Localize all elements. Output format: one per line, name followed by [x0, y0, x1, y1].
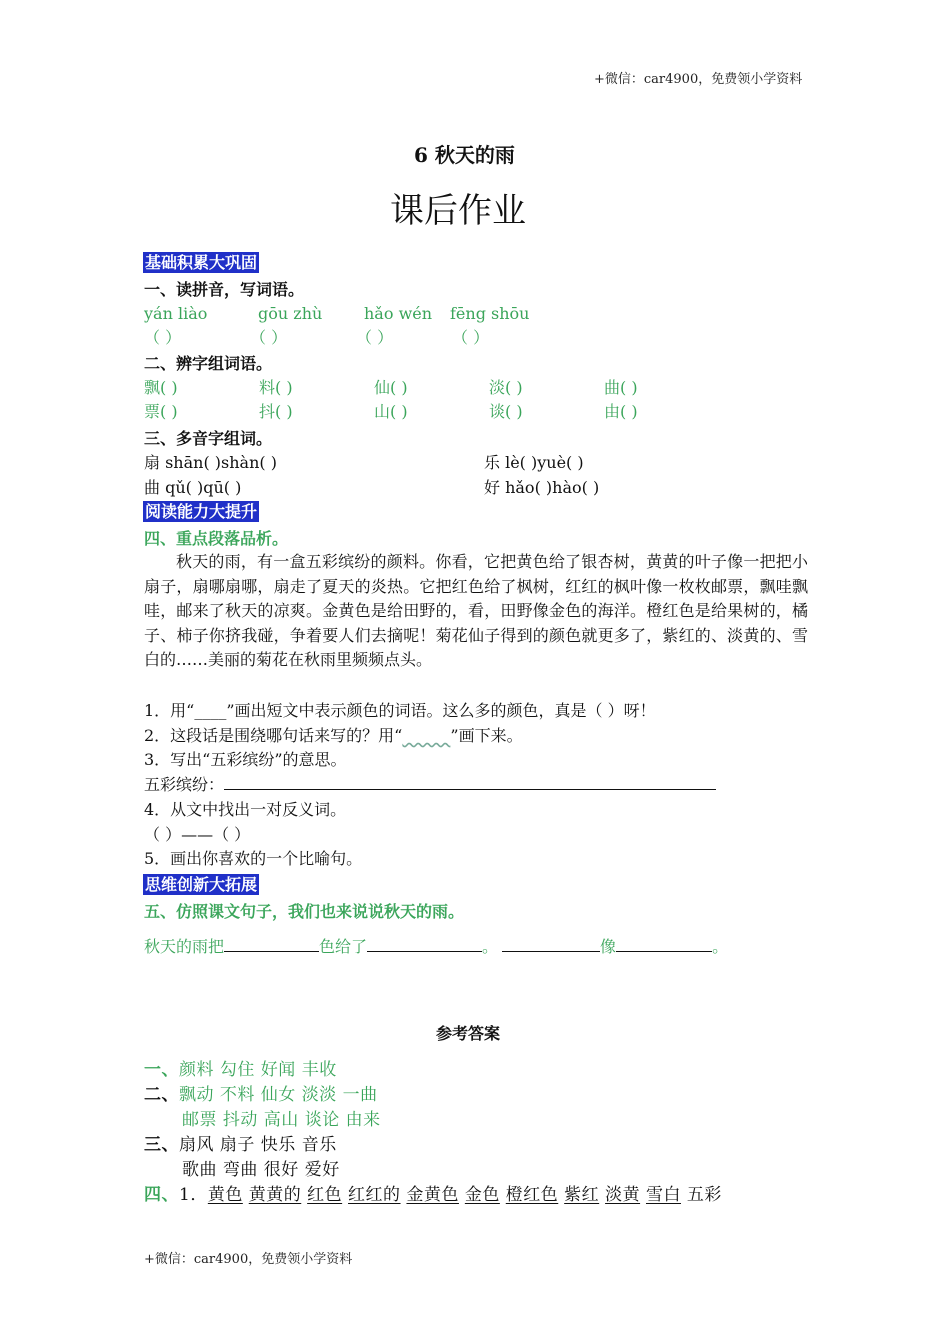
q4-sub4-blank[interactable]: （ ）——（ ）	[144, 825, 251, 844]
answer-1-text: 颜料 勾住 好闻 丰收	[179, 1060, 337, 1080]
header-note: +微信：car4900，免费领小学资料	[594, 72, 803, 87]
answer-4-word: 金色	[464, 1185, 500, 1205]
answer-4	[144, 1180, 722, 1205]
section-label-creative: 思维创新大拓展	[145, 875, 258, 894]
q2-item[interactable]: 票( )	[144, 402, 178, 421]
q4-sub1: 1．用“____”画出短文中表示颜色的词语。这么多的颜色，真是（ ）呀！	[144, 701, 656, 720]
q2-item[interactable]: 抖( )	[259, 402, 293, 421]
answer-4-word: 黄黄的	[248, 1185, 302, 1205]
q5-blank[interactable]	[367, 937, 482, 952]
answer-4-word: 橙红色	[505, 1185, 559, 1205]
answer-2-row1: 飘动 不料 仙女 淡淡 一曲	[179, 1085, 378, 1105]
q2-item[interactable]: 淡( )	[489, 378, 523, 397]
q2-item[interactable]: 山( )	[374, 402, 408, 421]
q3-item[interactable]: 好 hǎo( )hào( )	[484, 478, 600, 497]
q5-part: 色给了	[319, 937, 368, 956]
q3-item[interactable]: 曲 qǔ( )qū( )	[144, 478, 242, 497]
q5-blank[interactable]	[616, 937, 712, 952]
q5-part: 。	[712, 937, 729, 956]
q4-sub2-text-a: 2．这段话是围绕哪句话来写的？用“	[144, 726, 403, 745]
q4-sub3-answer-line[interactable]	[224, 775, 716, 790]
q2-title: 二、辨字组词语。	[144, 354, 273, 373]
answer-4-word: 雪白	[645, 1185, 681, 1205]
answers-title: 参考答案	[436, 1024, 501, 1043]
passage: 秋天的雨，有一盒五彩缤纷的颜料。你看，它把黄色给了银杏树，黄黄的叶子像一把把小扇子，扇哪扇哪，扇走了夏天的炎热。它把红色给了枫树，红红的枫叶像一枚枚邮票，飘哇飘哇，邮来了秋天的凉爽。金黄色是给田野的，看，田野像金色的海洋。橙红色是给果树的，橘子、柿子你挤我碰，争着要人们去摘呢！菊花仙子得到的颜色就更多了，紫红的、淡黄的、雪白的……美丽的菊花在秋雨里频频点头。	[144, 552, 808, 670]
answer-4-tail: 五彩	[686, 1185, 722, 1205]
q5-part: 。	[482, 937, 499, 956]
answer-3-row1: 扇风 扇子 快乐 音乐	[179, 1135, 337, 1155]
q3-item[interactable]: 扇 shān( )shàn( )	[144, 453, 277, 472]
answer-1	[144, 1055, 337, 1080]
q4-title: 四、重点段落品析。	[144, 529, 289, 548]
answer-1-prefix: 一、	[144, 1060, 179, 1080]
q1-title: 一、读拼音，写词语。	[144, 280, 305, 299]
section-label-basic: 基础积累大巩固	[145, 253, 258, 272]
q1-pinyin-2: gōu zhù	[258, 304, 323, 323]
answer-4-word: 淡黄	[605, 1185, 641, 1205]
q1-bracket-4[interactable]: （ ）	[452, 328, 490, 347]
q2-item[interactable]: 仙( )	[374, 378, 408, 397]
q1-pinyin-1: yán liào	[144, 304, 208, 323]
q2-item[interactable]: 飘( )	[144, 378, 178, 397]
q2-item[interactable]: 料( )	[259, 378, 293, 397]
q5-title: 五、仿照课文句子，我们也来说说秋天的雨。	[144, 902, 465, 921]
section-label-reading: 阅读能力大提升	[145, 502, 258, 521]
answer-2	[144, 1080, 378, 1105]
q4-sub3-answer-row	[144, 773, 716, 797]
answer-3	[144, 1130, 337, 1155]
answer-3-row2: 歌曲 弯曲 很好 爱好	[182, 1160, 340, 1180]
answer-4-word: 红色	[307, 1185, 343, 1205]
answer-4-num: 1．	[179, 1185, 208, 1205]
answer-2-prefix: 二、	[144, 1085, 179, 1105]
q3-item[interactable]: 乐 lè( )yuè( )	[484, 453, 584, 472]
answer-4-word: 紫红	[564, 1185, 600, 1205]
q3-title: 三、多音字组词。	[144, 429, 273, 448]
answer-4-word: 黄色	[207, 1185, 243, 1205]
answer-4-word: 红红的	[348, 1185, 401, 1205]
q5-part: 像	[600, 937, 617, 956]
q4-sub2-text-b: ”画下来。	[450, 726, 523, 745]
q4-sub3-label: 五彩缤纷：	[144, 775, 225, 794]
q5-part: 秋天的雨把	[144, 937, 225, 956]
doc-title: 课后作业	[390, 191, 526, 231]
q2-item[interactable]: 谈( )	[489, 402, 523, 421]
q1-pinyin-3: hǎo wén	[364, 304, 433, 323]
q4-sub3: 3．写出“五彩缤纷”的意思。	[144, 750, 347, 769]
q1-bracket-2[interactable]: （ ）	[250, 328, 288, 347]
q1-bracket-1[interactable]: （ ）	[144, 328, 182, 347]
q1-pinyin-4: fēng shōu	[450, 304, 530, 323]
q4-sub5: 5．画出你喜欢的一个比喻句。	[144, 849, 363, 868]
q5-blank[interactable]	[224, 937, 319, 952]
q2-item[interactable]: 由( )	[604, 402, 638, 421]
answer-4-word: 金黄色	[406, 1185, 459, 1205]
q5-blank[interactable]	[502, 937, 600, 952]
q5-sentence	[144, 935, 728, 959]
answer-2-row2: 邮票 抖动 高山 谈论 由来	[182, 1110, 381, 1130]
q4-sub4: 4．从文中找出一对反义词。	[144, 800, 347, 819]
answer-3-prefix: 三、	[144, 1135, 179, 1155]
q4-sub2	[144, 724, 523, 748]
wavy-line-mark	[402, 726, 450, 745]
q1-bracket-3[interactable]: （ ）	[356, 328, 394, 347]
q2-item[interactable]: 曲( )	[604, 378, 638, 397]
lesson-title: 6 秋天的雨	[414, 143, 515, 167]
answer-4-prefix: 四、	[144, 1185, 179, 1205]
footer-note: +微信：car4900，免费领小学资料	[144, 1252, 353, 1267]
